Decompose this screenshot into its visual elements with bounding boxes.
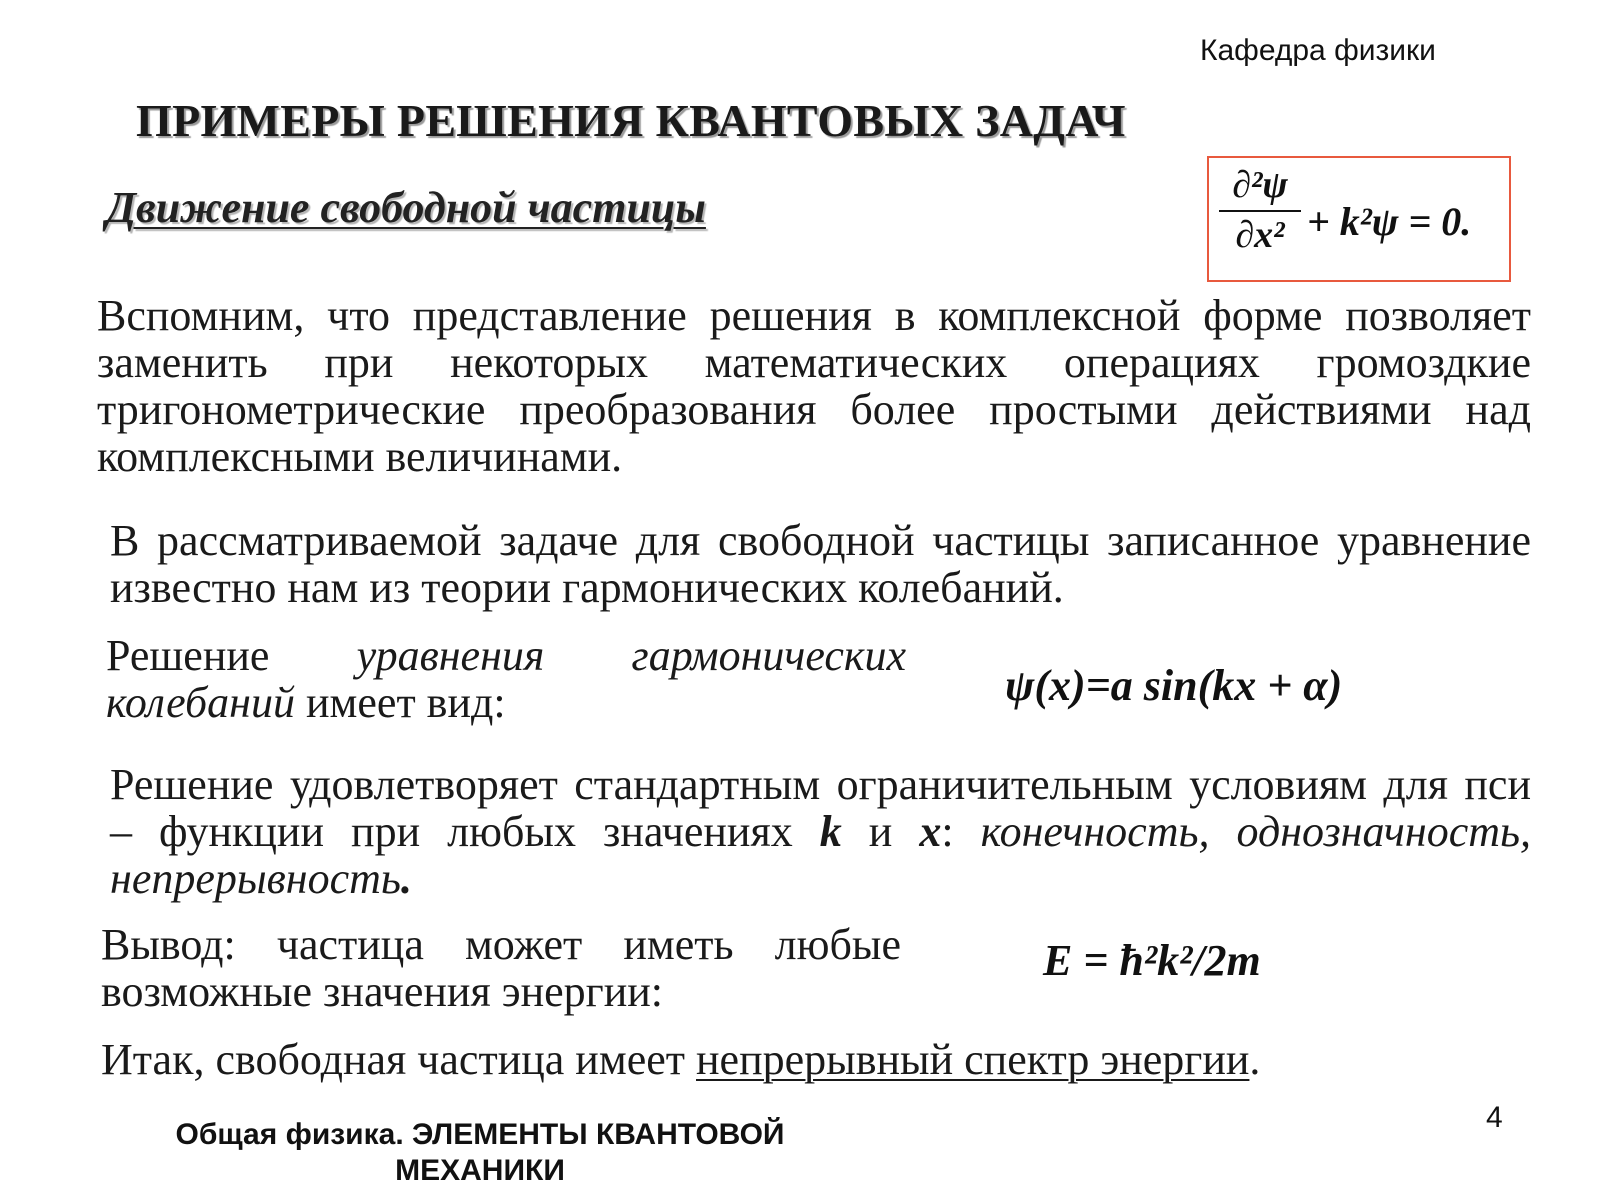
summary-period: . <box>1249 1035 1261 1084</box>
fraction-numerator: ∂²ψ <box>1232 164 1288 206</box>
continuous-spectrum-phrase: непрерывный спектр энергии <box>696 1035 1250 1084</box>
variable-x: x <box>919 807 942 856</box>
wavefunction-solution-formula: ψ(x)=a sin(kx + α) <box>1005 661 1343 710</box>
course-footer <box>140 1117 820 1189</box>
conditions-list: конечность, однозначность, непрерывность <box>110 807 1532 903</box>
harmonic-oscillation-phrase: уравнения гармонических колебаний <box>106 631 907 727</box>
slide-title: ПРИМЕРЫ РЕШЕНИЯ КВАНТОВЫХ ЗАДАЧ <box>136 95 1126 146</box>
course-title-line1: Общая физика. ЭЛЕМЕНТЫ КВАНТОВОЙ <box>175 1118 785 1151</box>
and-word: и <box>868 807 893 856</box>
paragraph-solution-form <box>106 632 906 726</box>
paragraph-complex-form: Вспомним, что представление решения в комплексной форме позволяет заменить при некоторых математических операциях громоздкие тригонометрические преобразования более простыми действиями над комплексными величинами. <box>97 291 1531 481</box>
section-subtitle: Движение свободной частицы <box>106 183 706 232</box>
second-derivative-fraction <box>1219 166 1301 254</box>
paragraph-standard-conditions <box>110 761 1531 902</box>
conditions-text: Решение удовлетворяет стандартным ограничительным условиям для пси – функции при любых значениях <box>110 760 1531 856</box>
paragraph-harmonic-equation: В рассматриваемой задаче для свободной частицы записанное уравнение известно нам из теории гармонических колебаний. <box>110 516 1531 612</box>
equation-remainder: + k²ψ = 0. <box>1307 199 1472 244</box>
variable-k: k <box>819 807 842 856</box>
paragraph-energy-conclusion: Вывод: частица может иметь любые возможные значения энергии: <box>101 920 901 1016</box>
department-label: Кафедра физики <box>1200 34 1436 67</box>
has-form-phrase: имеет вид: <box>306 678 506 727</box>
page-number: 4 <box>1486 1101 1503 1134</box>
fraction-denominator: ∂x² <box>1235 214 1285 256</box>
solution-word: Решение <box>106 631 270 680</box>
energy-formula: E = ħ²k²/2m <box>1043 936 1261 985</box>
summary-text: Итак, свободная частица имеет <box>101 1035 685 1084</box>
period: . <box>400 854 412 903</box>
colon: : <box>941 807 954 856</box>
paragraph-continuous-spectrum <box>101 1036 1260 1083</box>
schrodinger-equation-box <box>1207 156 1511 282</box>
course-title-line2: МЕХАНИКИ <box>395 1154 565 1187</box>
